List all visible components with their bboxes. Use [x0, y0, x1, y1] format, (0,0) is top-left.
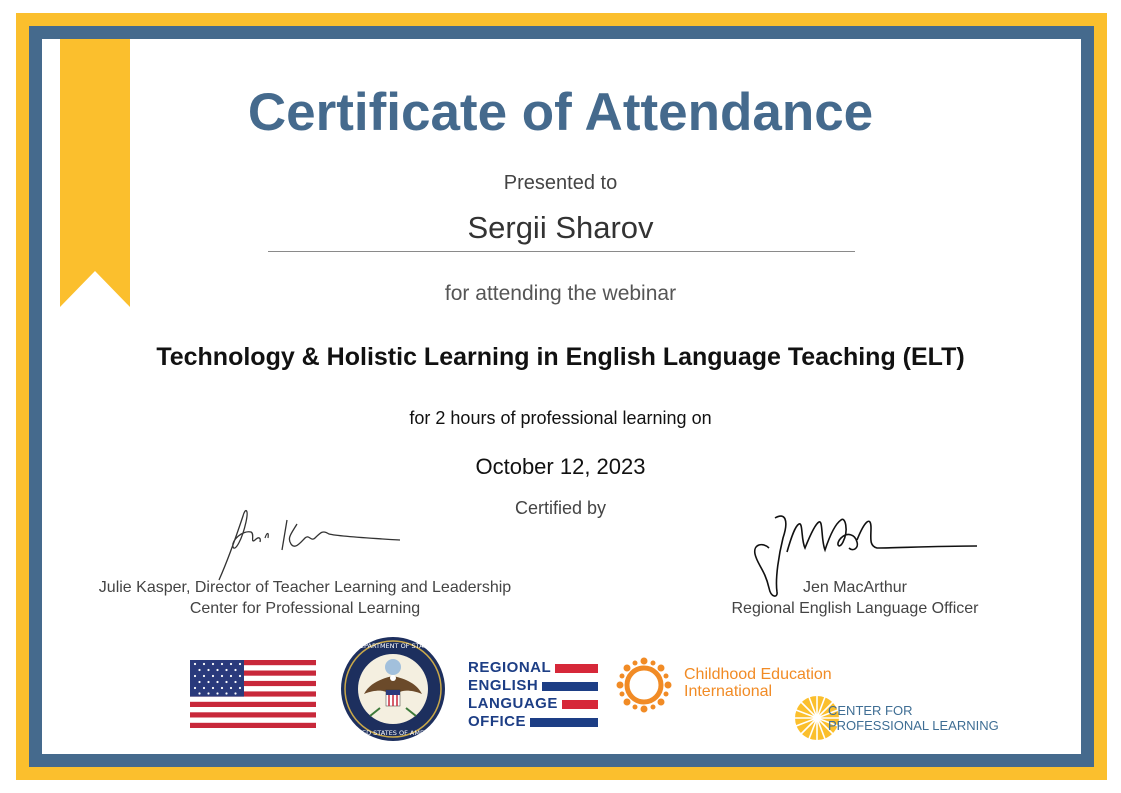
cei-line-1: Childhood Education — [684, 666, 832, 683]
cei-line-2: International — [684, 683, 773, 700]
regional-english-language-office-logo — [468, 659, 598, 731]
svg-text:DEPARTMENT OF STATE: DEPARTMENT OF STATE — [354, 642, 432, 650]
cei-sun-icon — [615, 656, 673, 714]
certified-by-label: Certified by — [514, 498, 607, 518]
webinar-date: October 12, 2023 — [475, 454, 646, 479]
cpl-logo-text — [828, 703, 999, 733]
relo-text-office: OFFICE — [468, 713, 526, 730]
signer-right-name: Jen MacArthur — [802, 579, 908, 596]
relo-text-language: LANGUAGE — [468, 695, 558, 712]
relo-text-english: ENGLISH — [468, 677, 539, 694]
attending-label: for attending the webinar — [444, 282, 677, 305]
svg-text:UNITED STATES OF AMERICA: UNITED STATES OF AMERICA — [346, 729, 440, 737]
certificate-paper — [42, 39, 1081, 754]
signer-left-organization: Center for Professional Learning — [189, 600, 421, 617]
relo-text-regional: REGIONAL — [468, 659, 552, 676]
signer-left — [70, 577, 540, 619]
webinar-title: Technology & Holistic Learning in English Language Teaching (ELT) — [156, 343, 965, 371]
presented-label: Presented to — [503, 172, 618, 194]
signer-right — [700, 577, 1010, 619]
signer-left-name-title: Julie Kasper, Director of Teacher Learning and Leadership — [98, 579, 512, 596]
cpl-line-2: PROFESSIONAL LEARNING — [828, 718, 999, 733]
certificate-title: Certificate of Attendance — [247, 83, 874, 142]
cpl-line-1: CENTER FOR — [828, 703, 913, 718]
us-flag-logo — [190, 660, 316, 728]
recipient-underline — [268, 251, 855, 252]
signer-right-title: Regional English Language Officer — [731, 600, 979, 617]
department-of-state-seal — [340, 636, 446, 742]
signature-julie-kasper — [205, 500, 405, 585]
recipient-name: Sergii Sharov — [467, 210, 654, 245]
hours-text: for 2 hours of professional learning on — [409, 408, 712, 428]
